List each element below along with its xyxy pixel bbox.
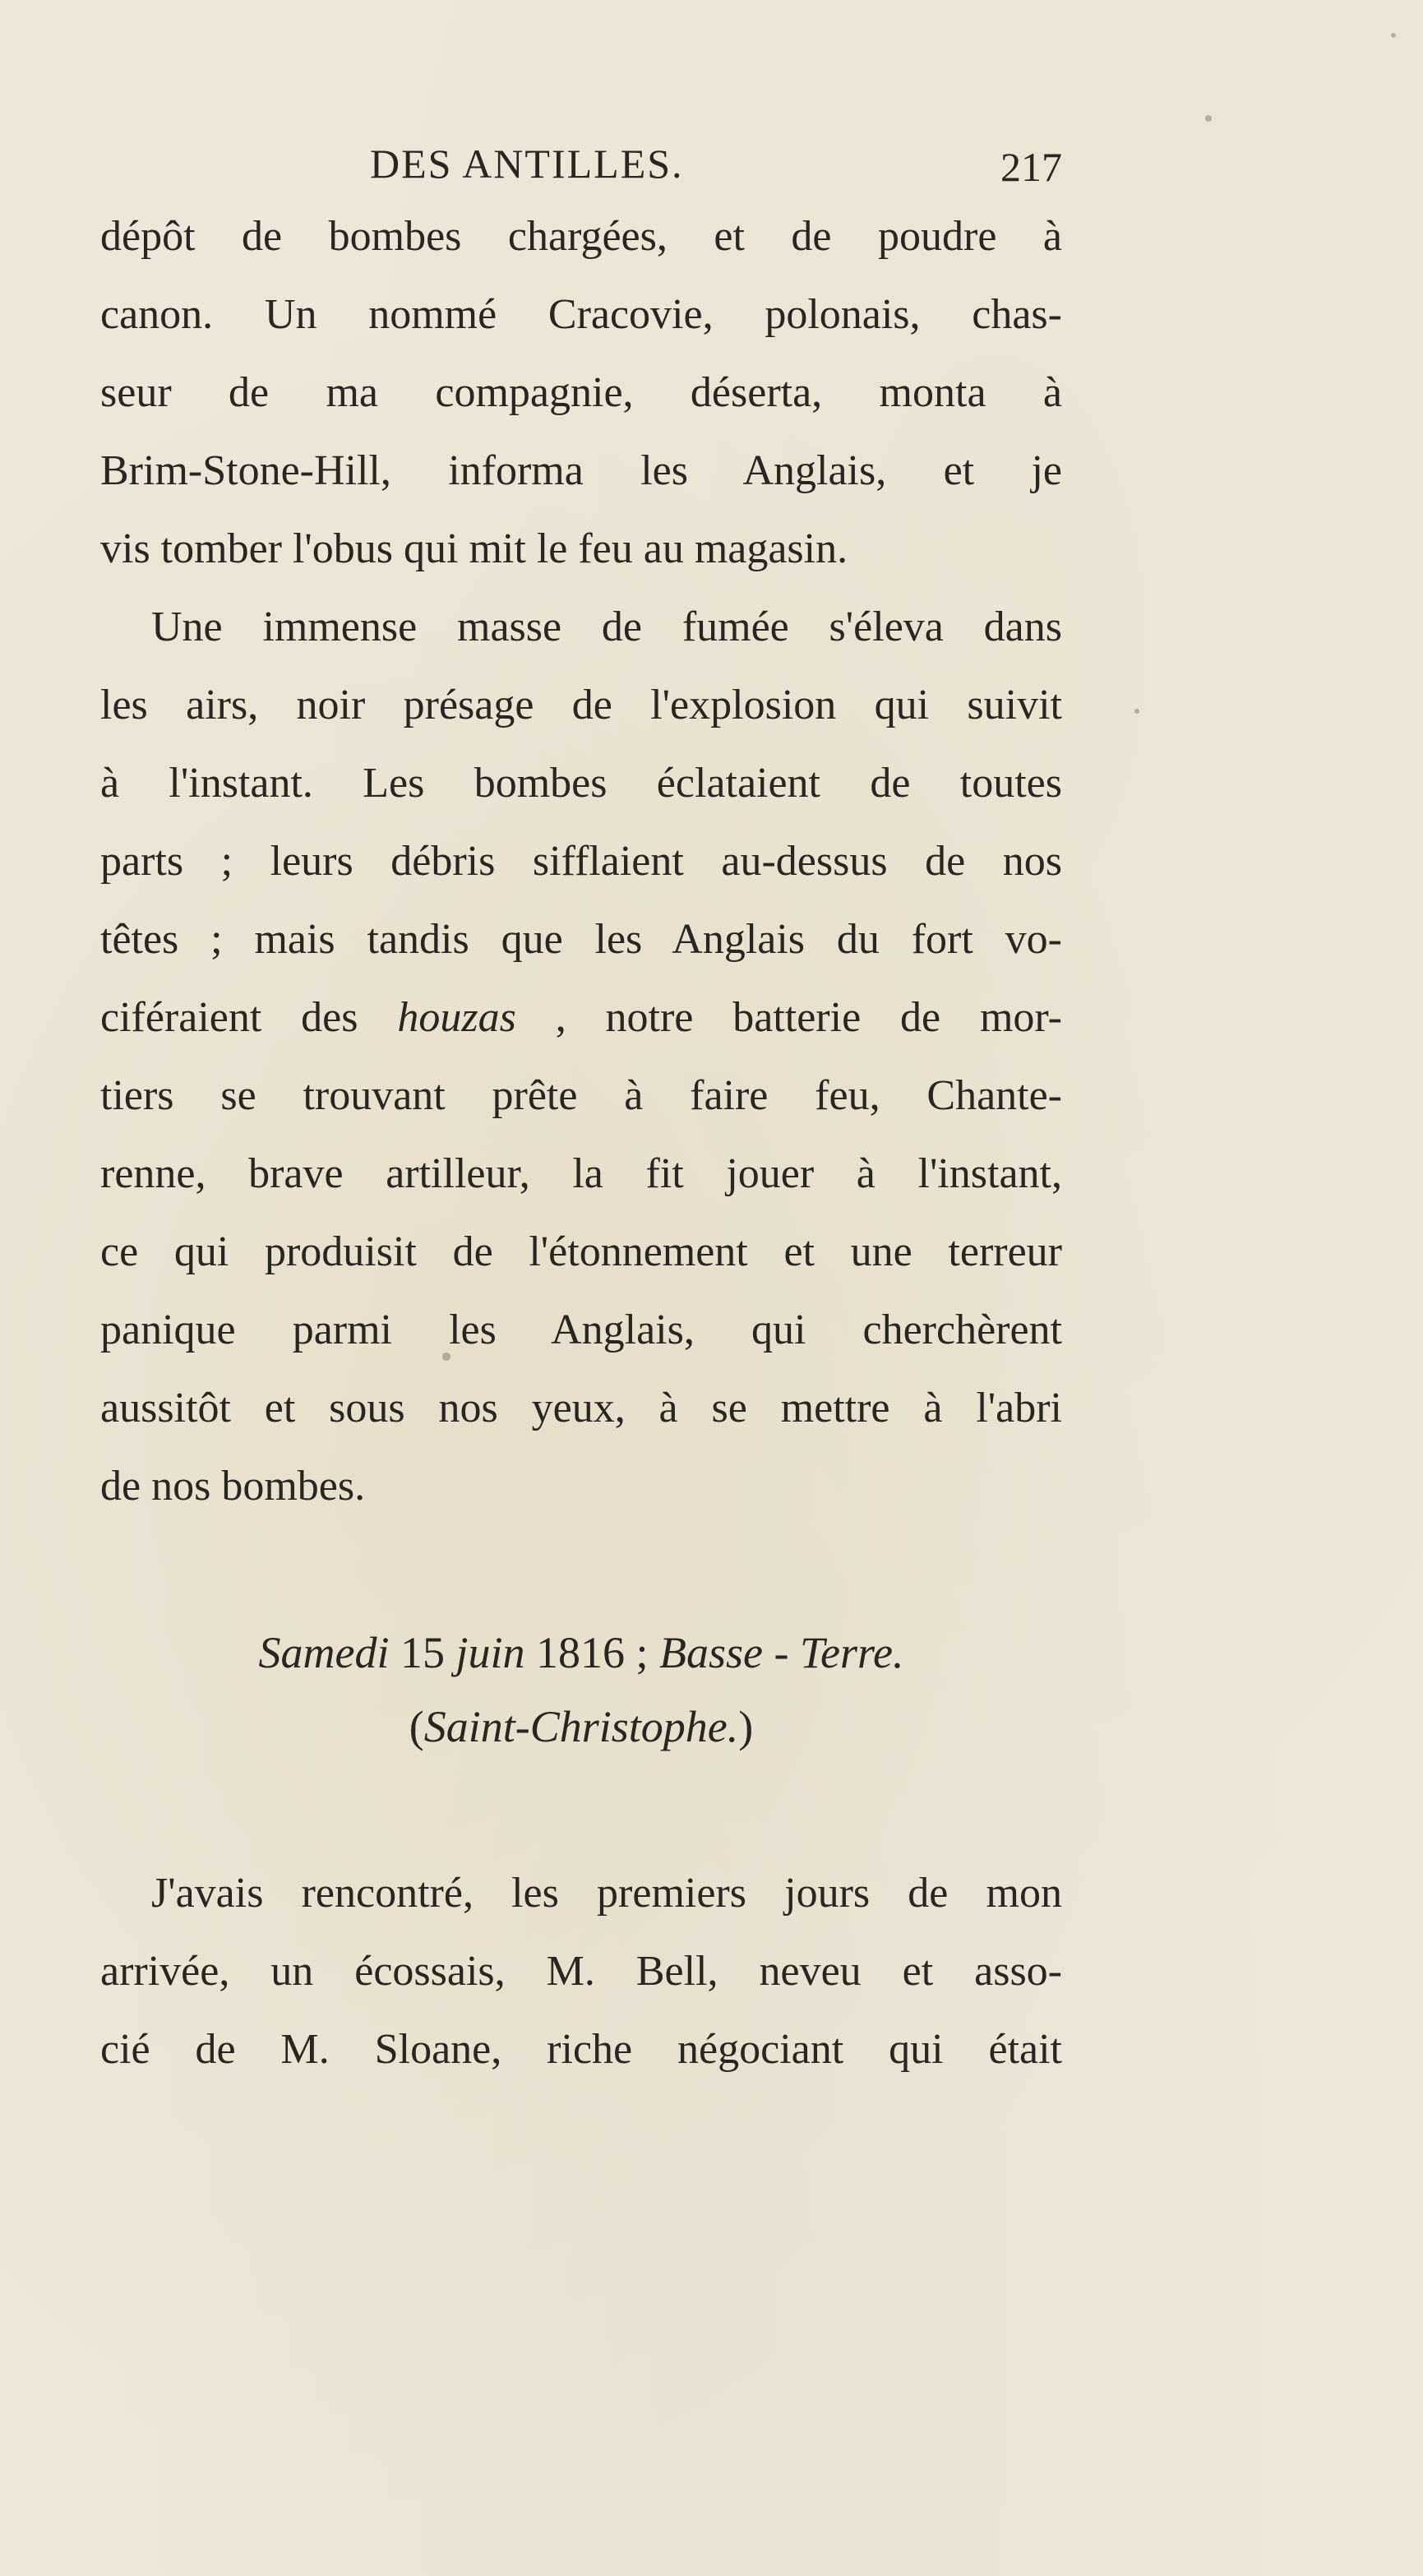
- italic-word: houzas: [397, 994, 516, 1041]
- paragraph: [100, 1854, 1062, 2088]
- running-title: DES ANTILLES.: [370, 141, 684, 187]
- paragraph: [100, 588, 1062, 1525]
- dateline-line: [100, 1690, 1062, 1764]
- text-segment: ciféraient des: [100, 994, 398, 1041]
- text-line: cié de M. Sloane, riche négociant qui était: [100, 2026, 1062, 2073]
- text-line: aussitôt et sous nos yeux, à se mettre à l'abri: [100, 1385, 1062, 1431]
- text-line: J'avais rencontré, les premiers jours de mon: [151, 1870, 1062, 1917]
- text-line: à l'instant. Les bombes éclataient de toutes: [100, 760, 1062, 807]
- text-line: Brim-Stone-Hill, informa les Anglais, et je: [100, 447, 1062, 494]
- dateline-place: Basse - Terre.: [658, 1628, 904, 1677]
- paren-close: ): [738, 1702, 754, 1751]
- text-line: renne, brave artilleur, la fit jouer à l'instant,: [100, 1150, 1062, 1197]
- dateline: [100, 1616, 1062, 1764]
- dateline-day: Samedi: [258, 1628, 390, 1677]
- text-line: seur de ma compagnie, déserta, monta à: [100, 369, 1062, 416]
- paper-speck: [1134, 709, 1139, 714]
- text-line: ce qui produisit de l'étonnement et une terreur: [100, 1228, 1062, 1275]
- paper-speck: [1391, 33, 1396, 38]
- paren-open: (: [409, 1702, 424, 1751]
- paragraph: [100, 197, 1062, 588]
- text-line: arrivée, un écossais, M. Bell, neveu et asso-: [100, 1948, 1062, 1995]
- text-line: [100, 978, 1062, 1057]
- dateline-island: Saint-Christophe.: [423, 1702, 739, 1751]
- text-line: panique parmi les Anglais, qui cherchèrent: [100, 1306, 1062, 1353]
- dateline-month: juin: [455, 1628, 525, 1677]
- dateline-date: 15: [400, 1628, 445, 1677]
- running-head: [100, 132, 1062, 222]
- text-block: [100, 132, 1062, 2088]
- text-line: vis tomber l'obus qui mit le feu au magasin.: [100, 525, 848, 572]
- text-line: les airs, noir présage de l'explosion qui suivit: [100, 682, 1062, 728]
- text-line: dépôt de bombes chargées, et de poudre à: [100, 213, 1062, 260]
- dateline-line: [100, 1616, 1062, 1690]
- text-line: canon. Un nommé Cracovie, polonais, chas-: [100, 291, 1062, 338]
- text-line: têtes ; mais tandis que les Anglais du fort vo-: [100, 916, 1062, 963]
- paper-speck: [1205, 115, 1212, 122]
- text-line: parts ; leurs débris sifflaient au-dessus de nos: [100, 838, 1062, 885]
- page-number: 217: [1000, 144, 1062, 190]
- text-line: de nos bombes.: [100, 1463, 366, 1510]
- text-line: Une immense masse de fumée s'éleva dans: [151, 604, 1062, 650]
- dateline-year: 1816 ;: [535, 1628, 649, 1677]
- text-line: tiers se trouvant prête à faire feu, Chante-: [100, 1072, 1062, 1119]
- text-segment: , notre batterie de mor-: [515, 994, 1062, 1041]
